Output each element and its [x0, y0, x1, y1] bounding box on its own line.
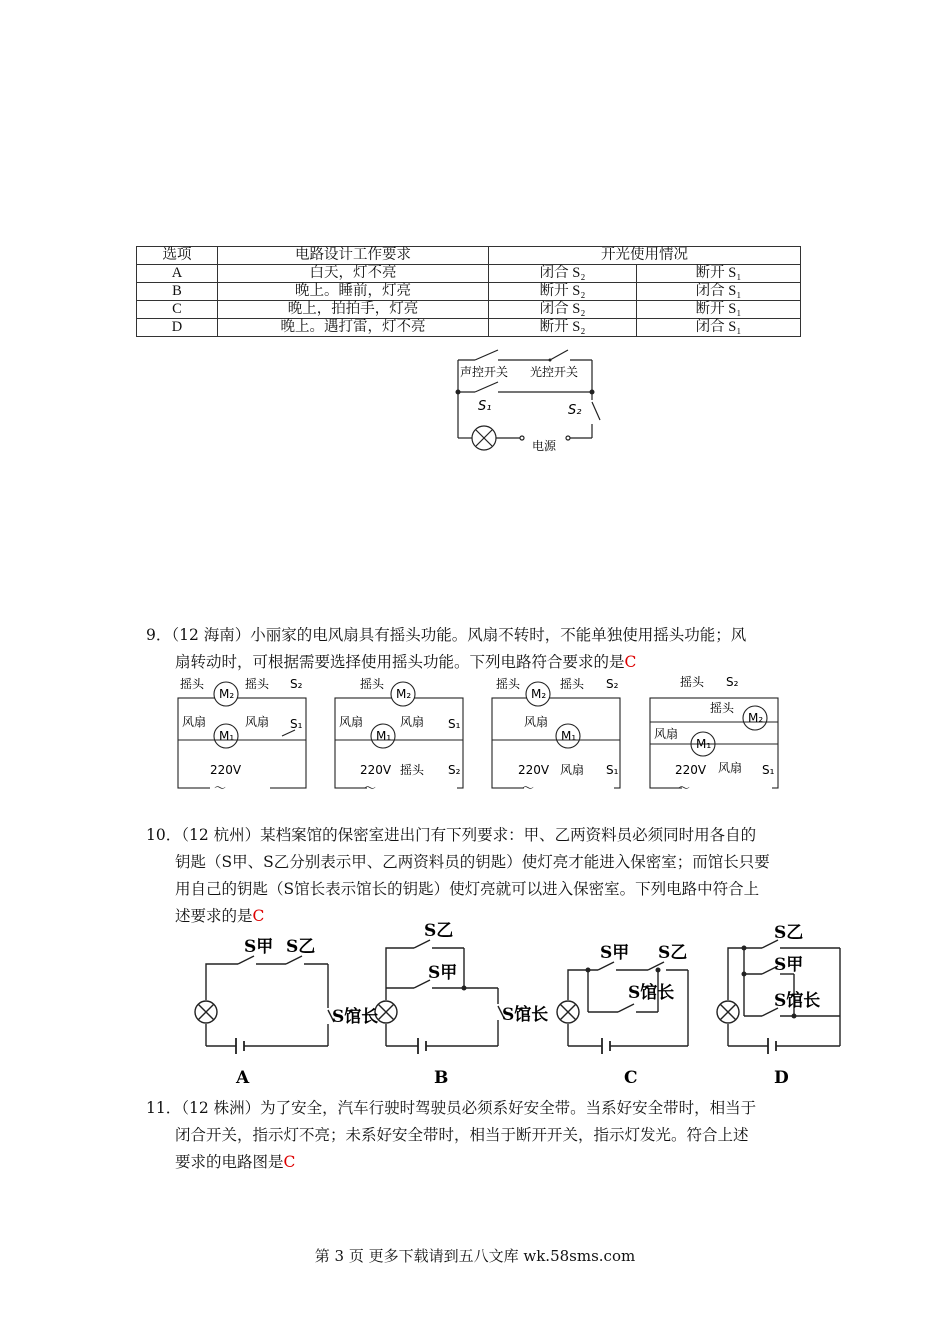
cell: 闭合 S₁: [637, 283, 801, 301]
q11-line2: 闭合开关，指示灯不亮；未系好安全带时，相当于断开开关，指示灯发光。符合上述: [175, 1126, 749, 1144]
label: 风扇: [654, 727, 679, 741]
label: S乙: [286, 937, 316, 957]
cell: 断开 S₂: [489, 283, 637, 301]
label: 摇头: [245, 677, 270, 691]
label: ～: [364, 781, 377, 795]
cell: 白天，灯不亮: [218, 265, 489, 283]
q11-answer: C: [283, 1153, 296, 1171]
label: 风扇: [718, 761, 743, 775]
q10-line2: 钥匙（S甲、S乙分别表示甲、乙两资料员的钥匙）使灯亮才能进入保密室；而馆长只要: [175, 853, 770, 871]
q10-line4: 述要求的是: [175, 907, 253, 925]
option-B-label: B: [434, 1068, 449, 1088]
label: 220V: [675, 763, 707, 777]
question-10: [146, 822, 816, 930]
page-footer: 第 3 页 更多下载请到五八文库 wk.58sms.com: [314, 1247, 636, 1265]
cell: 断开 S₂: [489, 319, 637, 337]
label: 摇头: [560, 677, 585, 691]
label: 风扇: [400, 715, 425, 729]
option-D-label: D: [774, 1068, 789, 1088]
q9-answer: C: [624, 653, 637, 671]
label: 摇头: [180, 677, 205, 691]
label: 220V: [210, 763, 242, 777]
q9-line2: 扇转动时，可根据需要选择使用摇头功能。下列电路符合要求的是: [175, 653, 625, 671]
options-table: [136, 246, 801, 337]
power-label: 电源: [532, 439, 557, 453]
table-header-row: [137, 247, 801, 265]
q10-line1: 10．（12 杭州）某档案馆的保密室进出门有下列要求：甲、乙两资料员必须同时用各自的: [146, 826, 757, 844]
label: 摇头: [400, 763, 425, 777]
label: 220V: [360, 763, 392, 777]
header-option: 选项: [137, 247, 218, 265]
table-row: [137, 301, 801, 319]
label: S乙: [774, 923, 804, 943]
label: 风扇: [182, 715, 207, 729]
label: S₂: [448, 763, 461, 777]
q10-circuit-options: [188, 918, 858, 1090]
q11-line1: 11．（12 株洲）为了安全，汽车行驶时驾驶员必须系好安全带。当系好安全带时，相当于: [146, 1099, 757, 1117]
label: S乙: [658, 943, 688, 963]
label: 220V: [518, 763, 550, 777]
label: 风扇: [339, 715, 364, 729]
label: S甲: [428, 963, 458, 983]
q9-line1: 9．（12 海南）小丽家的电风扇具有摇头功能。风扇不转时，不能单独使用摇头功能；风: [146, 626, 747, 644]
cell: B: [137, 283, 218, 301]
cell: 晚上。睡前，灯亮: [218, 283, 489, 301]
question-11: [146, 1095, 816, 1176]
light-switch-label: 光控开关: [530, 365, 579, 379]
sound-switch-label: 声控开关: [460, 365, 509, 379]
table-row: [137, 319, 801, 337]
q10-answer: C: [252, 907, 265, 925]
cell: 闭合 S₂: [489, 301, 637, 319]
option-C-label: C: [624, 1068, 638, 1088]
cell: A: [137, 265, 218, 283]
q8-circuit-diagram: [440, 340, 620, 465]
label: 摇头: [710, 701, 735, 715]
label: S₂: [726, 675, 739, 689]
label: S₁: [762, 763, 775, 777]
label: ～: [214, 781, 227, 795]
s2-label: S₂: [568, 403, 582, 418]
table-row: [137, 283, 801, 301]
q11-line3: 要求的电路图是: [175, 1153, 284, 1171]
label: S乙: [424, 921, 454, 941]
label: M₁: [219, 729, 235, 743]
cell: 晚上。遇打雷，灯不亮: [218, 319, 489, 337]
label: S甲: [774, 955, 804, 975]
cell: C: [137, 301, 218, 319]
label: S₁: [290, 717, 303, 731]
label: M₁: [696, 737, 712, 751]
label: S馆长: [774, 991, 821, 1011]
table-row: [137, 265, 801, 283]
label: S₁: [606, 763, 619, 777]
label: 风扇: [245, 715, 270, 729]
header-requirement: 电路设计工作要求: [218, 247, 489, 265]
question-9: [146, 622, 816, 676]
label: M₁: [376, 729, 392, 743]
label: 摇头: [680, 675, 705, 689]
label: S甲: [244, 937, 274, 957]
label: M₂: [396, 687, 412, 701]
option-A-label: A: [236, 1068, 250, 1088]
label: M₂: [748, 711, 764, 725]
label: 风扇: [560, 763, 585, 777]
cell: 断开 S₁: [637, 265, 801, 283]
label: ～: [522, 781, 535, 795]
label: 摇头: [496, 677, 521, 691]
label: M₂: [219, 687, 235, 701]
q10-line3: 用自己的钥匙（S馆长表示馆长的钥匙）使灯亮就可以进入保密室。下列电路中符合上: [175, 880, 760, 898]
s1-label: S₁: [478, 399, 492, 414]
label: M₁: [561, 729, 577, 743]
q9-circuit-options: [170, 672, 810, 797]
label: M₂: [531, 687, 547, 701]
cell: 闭合 S₁: [637, 319, 801, 337]
label: S₂: [606, 677, 619, 691]
label: S馆长: [628, 983, 675, 1003]
cell: 闭合 S₂: [489, 265, 637, 283]
cell: 晚上，拍拍手，灯亮: [218, 301, 489, 319]
label: 风扇: [524, 715, 549, 729]
label: S馆长: [332, 1007, 379, 1027]
label: S₁: [448, 717, 461, 731]
label: S馆长: [502, 1005, 549, 1025]
label: 摇头: [360, 677, 385, 691]
label: ～: [678, 781, 691, 795]
header-switch: 开光使用情况: [489, 247, 801, 265]
cell: D: [137, 319, 218, 337]
cell: 断开 S₁: [637, 301, 801, 319]
label: S甲: [600, 943, 630, 963]
label: S₂: [290, 677, 303, 691]
